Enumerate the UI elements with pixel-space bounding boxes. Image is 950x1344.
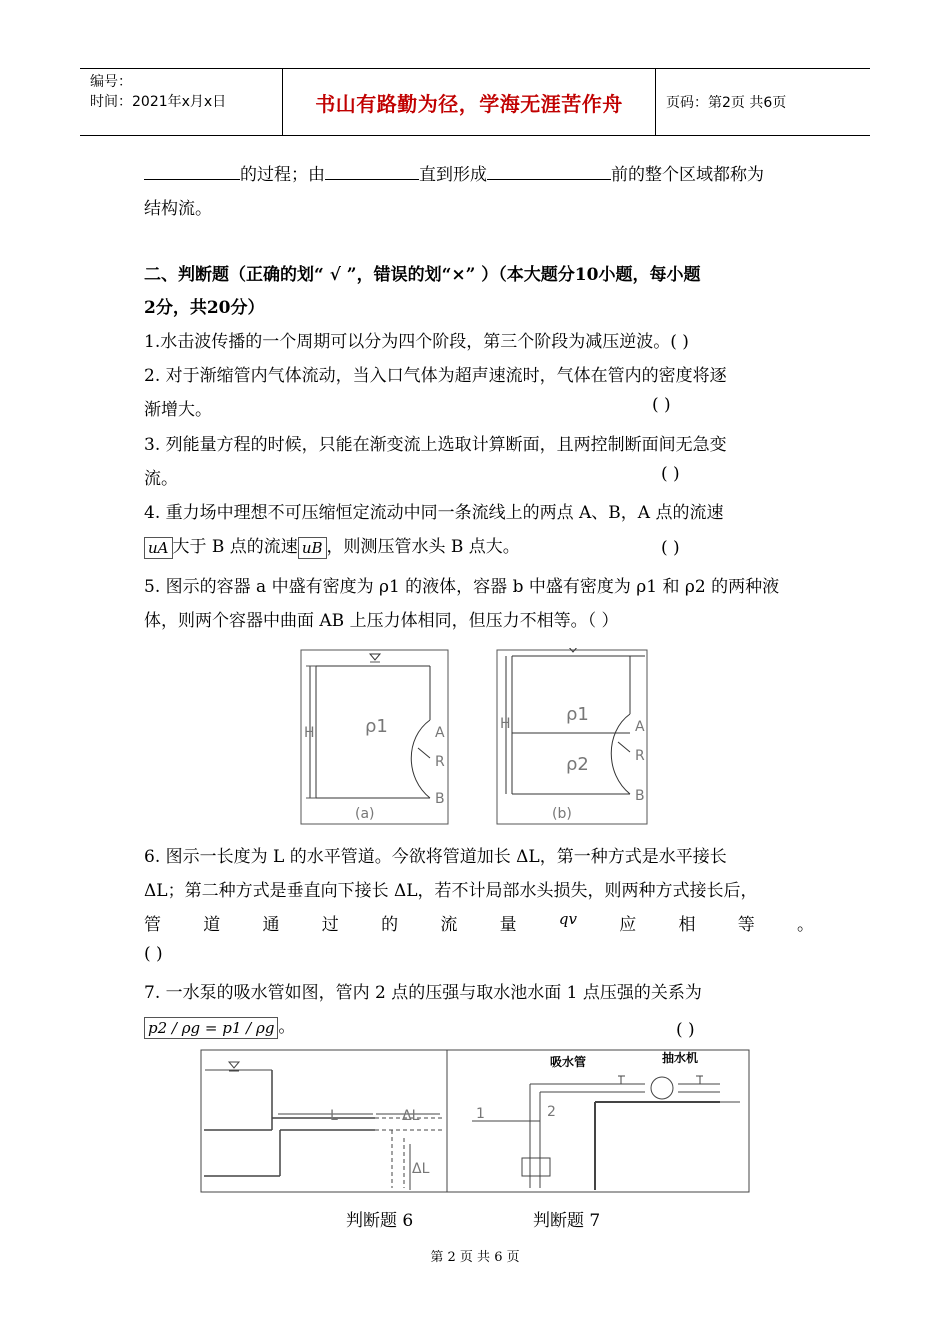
label-point-1: 1 [476, 1106, 485, 1122]
time-label: 时间：2021年x月x日 [90, 94, 227, 110]
word: 管 [144, 915, 161, 935]
formula-uA: uA [144, 537, 173, 559]
question-7-cont [144, 1012, 814, 1039]
fill-blank-line [144, 160, 814, 185]
question-6-cont: ΔL；第二种方式是垂直向下接长 ΔL，若不计局部水头损失，则两种方式接长后， [144, 881, 758, 901]
word-qv: qv [558, 910, 577, 928]
label-point-2: 2 [547, 1104, 556, 1120]
question-3: 3. 列能量方程的时候，只能在渐变流上选取计算断面，且两控制断面间无急变 [144, 435, 727, 455]
question-7: 7. 一水泵的吸水管如图，管内 2 点的压强与取水池水面 1 点压强的关系为 [144, 983, 702, 1003]
word: 相 [678, 915, 696, 935]
question-1: 1.水击波传播的一个周期可以分为四个阶段，第三个阶段为减压逆波。( ) [144, 332, 689, 352]
text-segment: 直到形成 [419, 165, 487, 185]
number-label: 编号： [90, 74, 132, 90]
label-rho2-b: ρ2 [566, 754, 589, 775]
label-A-a: A [435, 725, 445, 741]
text-segment: 前的整个区域都称为 [611, 165, 764, 185]
motto-text: 书山有路勤为径，学海无涯苦作舟 [315, 91, 623, 116]
question-2-cont: 渐增大。 [144, 400, 212, 420]
blank-2 [325, 178, 419, 180]
question-3-cont: 流。 [144, 469, 178, 489]
word: 过 [321, 915, 339, 935]
word: 。 [797, 915, 814, 935]
text-segment: 。 [278, 1017, 296, 1037]
page-footer: 第 2 页 共 6 页 [430, 1250, 520, 1265]
label-rho1-a: ρ1 [365, 716, 388, 737]
figure-q5-containers [300, 648, 650, 826]
blank-3 [487, 178, 611, 180]
answer-paren-3: ( ) [661, 464, 680, 484]
word: 通 [262, 915, 280, 935]
section-title-cont: 2分，共20分） [144, 298, 265, 318]
word: 的 [381, 915, 399, 935]
answer-paren-7: ( ) [676, 1020, 695, 1040]
question-4-cont [144, 532, 814, 559]
label-H-b: H [500, 716, 511, 732]
answer-paren-6: ( ) [144, 944, 163, 964]
label-rho1-b: ρ1 [566, 704, 589, 725]
page-header [80, 68, 870, 136]
label-B-b: B [635, 788, 645, 804]
answer-paren-2: ( ) [652, 395, 671, 415]
label-A-b: A [635, 719, 645, 735]
text-segment: 大于 B 点的流速 [172, 537, 298, 557]
text-segment: ，则测压管水头 B 点大。 [326, 537, 520, 557]
answer-paren-4: ( ) [661, 538, 680, 558]
text-line: 结构流。 [144, 199, 212, 219]
word: 量 [499, 915, 517, 935]
blank-1 [144, 178, 240, 180]
text-segment: 的过程；由 [240, 165, 325, 185]
question-5-cont: 体，则两个容器中曲面 AB 上压力体相同，但压力不相等。（ ） [144, 611, 619, 631]
question-2: 2. 对于渐缩管内气体流动，当入口气体为超声速流时，气体在管内的密度将逐 [144, 366, 727, 386]
question-6: 6. 图示一长度为 L 的水平管道。今欲将管道加长 ΔL，第一种方式是水平接长 [144, 847, 727, 867]
label-a: (a) [355, 806, 375, 822]
word: 等 [737, 915, 755, 935]
header-page-cell [656, 69, 870, 135]
label-suction-pipe: 吸水管 [550, 1055, 587, 1069]
caption-q6: 判断题 6 [346, 1211, 414, 1231]
label-R-a: R [435, 754, 445, 770]
header-left-cell [80, 69, 283, 135]
label-pump: 抽水机 [662, 1051, 699, 1065]
label-b: (b) [552, 806, 572, 822]
word: 道 [203, 915, 221, 935]
page-code: 页码：第2页 共6页 [666, 95, 787, 111]
section-title: 二、判断题（正确的划“ √ ”，错误的划“×” ）（本大题分10小题，每小题 [144, 265, 701, 285]
label-dL-horizontal: ΔL [402, 1108, 420, 1124]
question-5: 5. 图示的容器 a 中盛有密度为 ρ1 的液体，容器 b 中盛有密度为 ρ1 和 ρ2 的两种液 [144, 577, 780, 597]
label-L: L [330, 1108, 338, 1124]
label-H-a: H [304, 725, 315, 741]
question-4: 4. 重力场中理想不可压缩恒定流动中同一条流线上的两点 A、B，A 点的流速 [144, 503, 724, 523]
header-motto-cell [283, 69, 656, 135]
word: 流 [440, 915, 458, 935]
caption-q7: 判断题 7 [533, 1211, 601, 1231]
question-6-justified [144, 910, 814, 935]
formula-pressure: p2 / ρg = p1 / ρg [144, 1017, 278, 1039]
label-dL-vertical: ΔL [412, 1161, 430, 1177]
label-R-b: R [635, 748, 645, 764]
formula-uB: uB [298, 537, 327, 559]
figure-q6-q7 [200, 1048, 752, 1196]
label-B-a: B [435, 791, 445, 807]
word: 应 [619, 915, 637, 935]
